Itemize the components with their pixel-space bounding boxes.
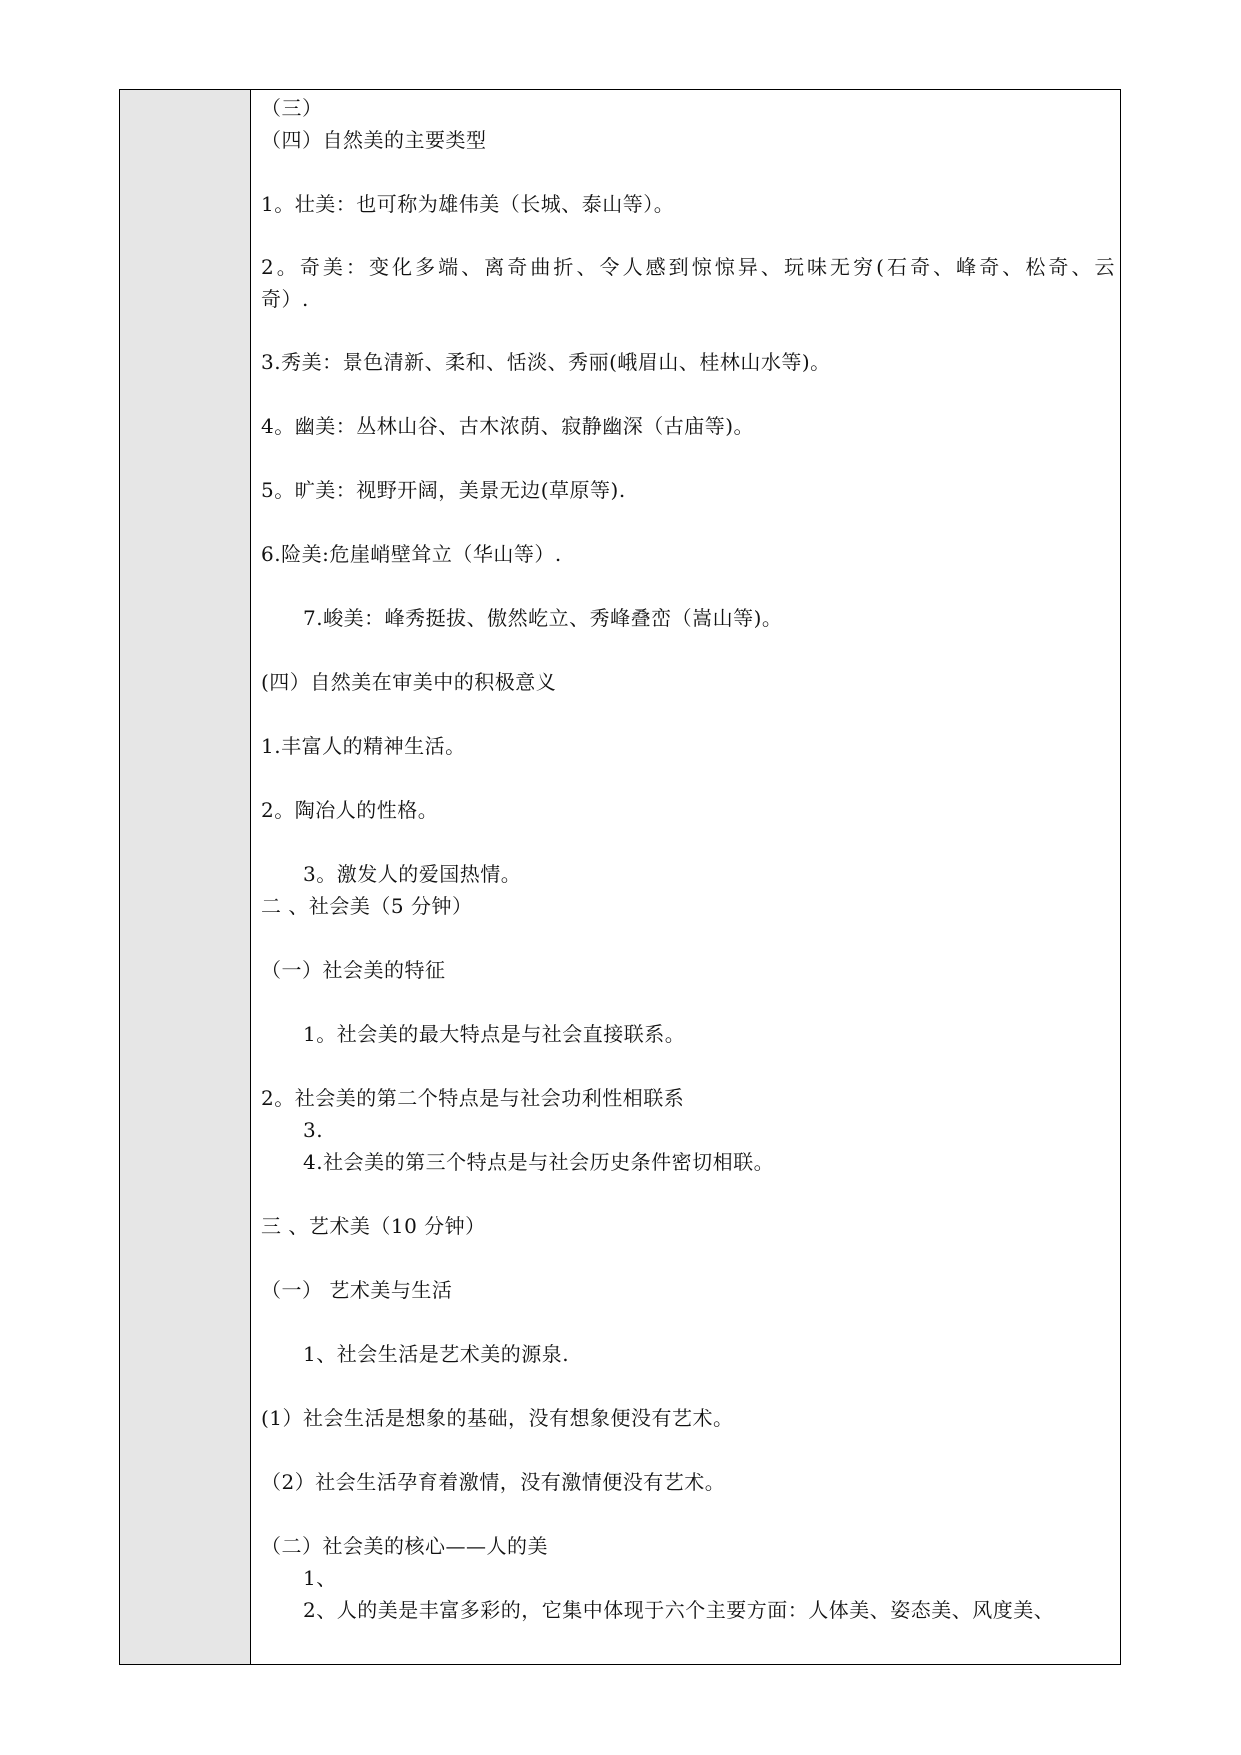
item-enrich-spirit: 1.丰富人的精神生活。	[261, 734, 466, 758]
item-qimei: 2。奇美：变化多端、离奇曲折、令人感到惊惊异、玩味无穷(石奇、峰奇、松奇、云	[261, 255, 1115, 279]
item-patriotism: 3。激发人的爱国热情。	[303, 862, 522, 886]
item-kuangmei: 5。旷美：视野开阔，美景无边(草原等).	[261, 478, 626, 502]
left-shaded-cell	[120, 90, 251, 1664]
heading-natural-beauty-significance: (四）自然美在审美中的积极意义	[261, 670, 557, 694]
heading-social-beauty: 二 、社会美（5 分钟）	[261, 894, 473, 918]
item-life-source: 1、社会生活是艺术美的源泉.	[303, 1342, 570, 1366]
content-cell	[251, 90, 1120, 1664]
heading-art-and-life: （一） 艺术美与生活	[261, 1278, 453, 1302]
item-youmei: 4。幽美：丛林山谷、古木浓荫、寂静幽深（古庙等)。	[261, 414, 755, 438]
item-junmei: 7.峻美：峰秀挺拔、傲然屹立、秀峰叠峦（嵩山等)。	[303, 606, 783, 630]
document-table	[119, 89, 1121, 1665]
item-social-feature-4: 4.社会美的第三个特点是与社会历史条件密切相联。	[303, 1150, 775, 1174]
heading-art-beauty: 三 、艺术美（10 分钟）	[261, 1214, 486, 1238]
item-qimei-cont: 奇）.	[261, 287, 309, 311]
line-san: （三）	[261, 96, 323, 120]
item-zhuangmei: 1。壮美：也可称为雄伟美（长城、泰山等）。	[261, 192, 675, 216]
item-human-1: 1、	[303, 1566, 337, 1590]
heading-social-beauty-features: （一）社会美的特征	[261, 958, 446, 982]
item-social-feature-2: 2。社会美的第二个特点是与社会功利性相联系	[261, 1086, 685, 1110]
item-cultivate-character: 2。陶冶人的性格。	[261, 798, 439, 822]
heading-human-beauty: （二）社会美的核心——人的美	[261, 1534, 548, 1558]
item-xiumei: 3.秀美：景色清新、柔和、恬淡、秀丽(峨眉山、桂林山水等)。	[261, 350, 831, 374]
item-social-feature-3: 3.	[303, 1118, 324, 1142]
item-social-feature-1: 1。社会美的最大特点是与社会直接联系。	[303, 1022, 686, 1046]
item-imagination: (1）社会生活是想象的基础，没有想象便没有艺术。	[261, 1406, 734, 1430]
heading-natural-beauty-types: （四）自然美的主要类型	[261, 128, 487, 152]
item-passion: （2）社会生活孕育着激情，没有激情便没有艺术。	[261, 1470, 726, 1494]
item-human-2: 2、人的美是丰富多彩的，它集中体现于六个主要方面：人体美、姿态美、风度美、	[303, 1598, 1055, 1622]
item-xianmei: 6.险美:危崖峭壁耸立（华山等）.	[261, 542, 562, 566]
